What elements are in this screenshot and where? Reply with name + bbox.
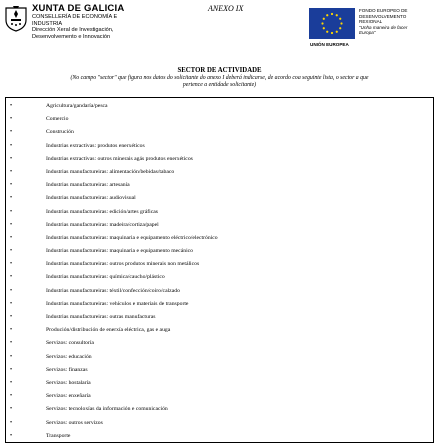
bullet-icon: • <box>10 287 13 294</box>
feder-slogan-line2: Europa" <box>359 30 376 36</box>
bullet-icon: • <box>10 406 13 413</box>
bullet-icon: • <box>10 393 13 400</box>
bullet-icon: • <box>10 353 13 360</box>
eu-label: UNIÓN EUROPEA <box>310 42 349 47</box>
eu-star-icon <box>339 18 341 20</box>
bullet-icon: • <box>10 261 13 268</box>
sector-label: Industrias manufactureiras: téxtil/confección/coiro/calzado <box>46 287 180 294</box>
feder-slogan-line1: "Unha maneira de facer <box>359 24 408 30</box>
sector-label: Industrias manufactureiras: outros produtos minerais non metálicos <box>46 261 200 268</box>
annex-label: ANEXO IX <box>208 4 244 13</box>
bullet-icon: • <box>10 248 13 255</box>
sector-label: Construción <box>46 129 74 136</box>
sector-label: Produción/distribución de enerxía eléctrica, gas e auga <box>46 327 171 334</box>
sector-label: Servizos: outros servizos <box>46 419 103 426</box>
section-subtitle-line1: (No campo "sector" que figura nos datos do solicitante do anexo I deberá indicarse, de acordo coa seguinte lista, o sector a que <box>70 75 369 81</box>
section-title: SECTOR DE ACTIVIDADE <box>177 67 262 74</box>
direccion-line1: Dirección Xeral de Investigación, <box>32 27 114 34</box>
bullet-icon: • <box>10 168 13 175</box>
bullet-icon: • <box>10 327 13 334</box>
sector-label: Industrias manufactureiras: maquinaria e equipamento mecánico <box>46 248 194 255</box>
sector-label: Transporte <box>46 432 71 439</box>
sector-label: Industrias manufactureiras: alimentación/bebidas/tabaco <box>46 168 175 175</box>
sector-label: Agricultura/gandaría/pesca <box>46 103 108 109</box>
bullet-icon: • <box>10 129 13 136</box>
sector-label: Industrias manufactureiras: madeira/cortiza/papel <box>46 221 159 228</box>
sector-label: Industrias manufactureiras: maquinaria e equipamento eléctrico/electrónico <box>46 234 218 241</box>
sector-label: Comercio <box>46 116 69 123</box>
eu-star-icon <box>331 13 333 15</box>
eu-star-icon <box>336 14 338 16</box>
feder-line3: REXIONAL <box>359 19 383 25</box>
eu-star-icon <box>323 18 325 20</box>
feder-line2: DESENVOLVEMENTO <box>359 13 407 19</box>
eu-star-icon <box>339 27 341 29</box>
bullet-icon: • <box>10 340 13 347</box>
bullet-icon: • <box>10 274 13 281</box>
sector-label: Industrias manufactureiras: audiovisual <box>46 195 136 202</box>
xunta-name: XUNTA DE GALICIA <box>32 3 125 14</box>
xunta-coat-of-arms-icon <box>4 4 28 32</box>
section-title-block <box>4 67 435 89</box>
eu-star-icon <box>323 27 325 29</box>
sector-label: Industrias manufactureiras: química/caucho/plástico <box>46 274 165 281</box>
bullet-icon: • <box>10 234 13 241</box>
sector-list-box <box>5 97 434 443</box>
bullet-icon: • <box>10 314 13 320</box>
bullet-icon: • <box>10 419 13 426</box>
eu-flag-icon <box>309 8 355 39</box>
bullet-icon: • <box>10 432 13 439</box>
sector-label: Industrias manufactureiras: artesanía <box>46 182 130 189</box>
bullet-icon: • <box>10 195 13 202</box>
bullet-icon: • <box>10 155 13 162</box>
xunta-text-block <box>32 3 124 40</box>
bullet-icon: • <box>10 208 13 215</box>
bullet-icon: • <box>10 142 13 149</box>
feder-text-block <box>359 8 439 36</box>
conselleria-line2: INDUSTRIA <box>32 20 63 27</box>
eu-star-icon <box>340 22 342 24</box>
eu-star-icon <box>326 14 328 16</box>
sector-label: Industrias manufactureiras: vehículos e materiais de transporte <box>46 300 189 307</box>
direccion-line2: Desenvolvemento e Innovación <box>32 33 111 40</box>
bullet-icon: • <box>10 103 13 109</box>
eu-star-icon <box>321 22 323 24</box>
bullet-icon: • <box>10 300 13 307</box>
bullet-icon: • <box>10 116 13 123</box>
section-subtitle-line2: pertence a entidade solicitante) <box>182 82 257 88</box>
bullet-icon: • <box>10 182 13 189</box>
eu-star-icon <box>336 31 338 33</box>
bullet-icon: • <box>10 379 13 386</box>
sector-label: Servizos: finanzas <box>46 366 88 373</box>
bullet-icon: • <box>10 366 13 373</box>
sector-label: Servizos: consultoría <box>46 340 94 347</box>
sector-label: Servizos: educación <box>46 353 92 360</box>
eu-star-icon <box>326 31 328 33</box>
sector-label: Industrias extractivas: outros minerais agás produtos enerxéticos <box>46 155 193 162</box>
sector-label: Industrias manufactureiras: edición/artes gráficas <box>46 208 158 215</box>
sector-label: Servizos: tecnoloxías da información e comunicación <box>46 406 168 413</box>
eu-star-icon <box>331 32 333 34</box>
document-header <box>0 0 439 60</box>
sector-label: Servizos: enxeñaría <box>46 393 91 400</box>
sector-label: Servizos: hostalaría <box>46 379 91 386</box>
sector-label: Industrias extractivas: produtos enerxéticos <box>46 142 145 149</box>
bullet-icon: • <box>10 221 13 228</box>
feder-line1: FONDO EUROPEO DE <box>359 8 408 13</box>
conselleria-line1: CONSELLERÍA DE ECONOMÍA E <box>32 14 118 20</box>
sector-label: Industrias manufactureiras: outras manufacturas <box>46 314 156 320</box>
